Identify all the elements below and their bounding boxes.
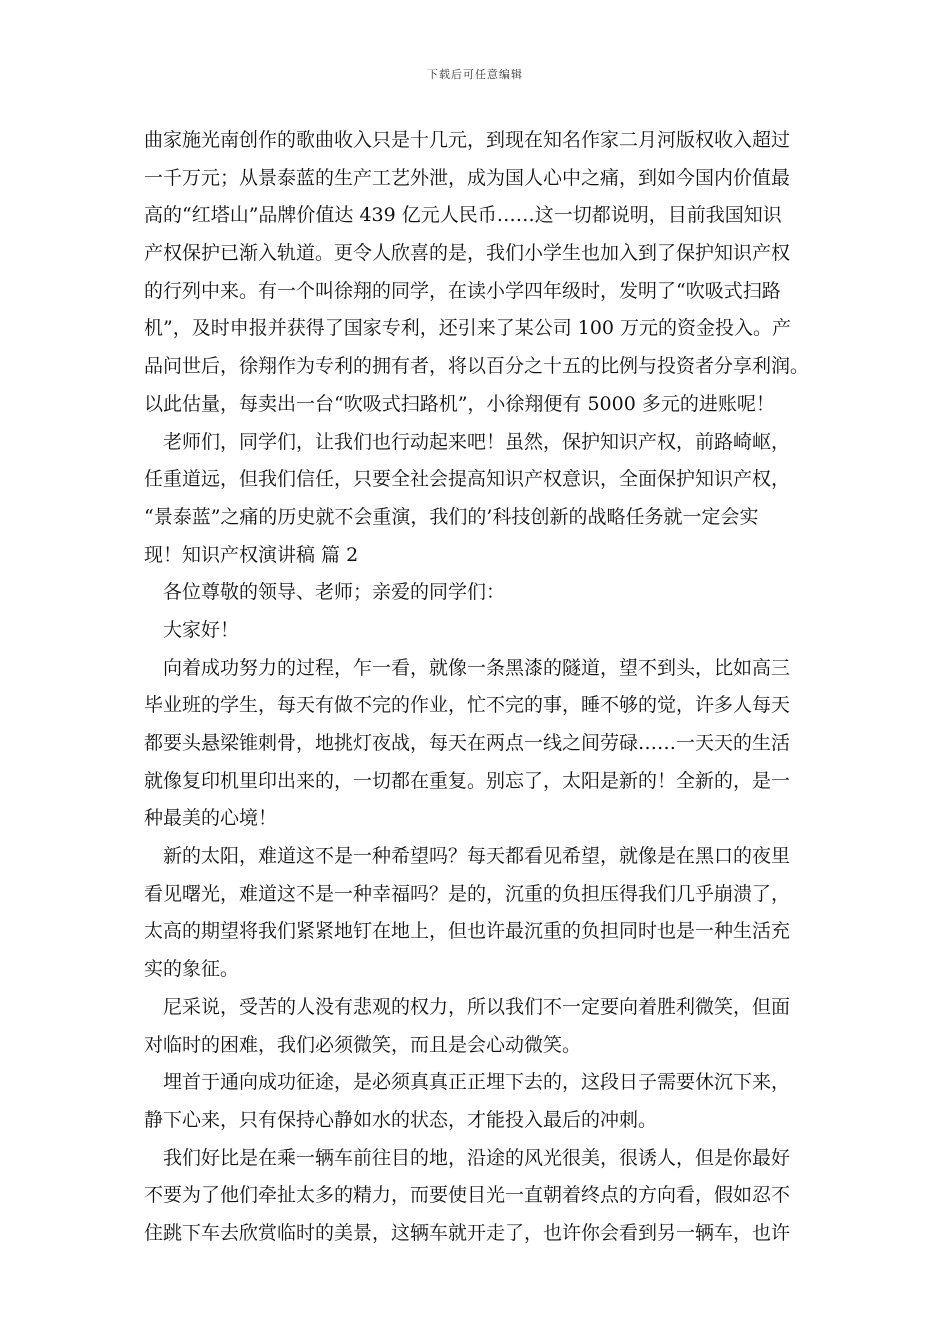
text-line: 一千万元；从景泰蓝的生产工艺外泄，成为国人心中之痛，到如今国内价值最	[144, 166, 791, 189]
text-line: 各位尊敬的领导、老师；亲爱的同学们：	[144, 581, 506, 604]
text-line: 产权保护已渐入轨道。更令人欣喜的是，我们小学生也加入到了保护知识产权	[144, 242, 791, 265]
text-line: 任重道远，但我们信任，只要全社会提高知识产权意识，全面保护知识产权，	[144, 468, 791, 491]
text-line: 就像复印机里印出来的，一切都在重复。别忘了，太阳是新的！全新的，是一	[144, 769, 791, 792]
text-line: 新的太阳，难道这不是一种希望吗？每天都看见希望，就像是在黑口的夜里	[144, 845, 791, 868]
text-line: 种最美的心境！	[144, 807, 278, 830]
text-line: 都要头悬梁锥刺骨，地挑灯夜战，每天在两点一线之间劳碌……一天天的生活	[144, 732, 791, 754]
text-line: 品问世后，徐翔作为专利的拥有者，将以百分之十五的比例与投资者分享利润。	[144, 355, 810, 378]
text-line: 埋首于通向成功征途，是必须真真正正埋下去的，这段日子需要休沉下来，	[144, 1071, 791, 1094]
text-line: 向着成功努力的过程，乍一看，就像一条黑漆的隧道，望不到头，比如高三	[144, 656, 791, 679]
text-line: 的行列中来。有一个叫徐翔的同学，在读小学四年级时，发明了“吹吸式扫路	[144, 279, 781, 302]
text-line: 毕业班的学生，每天有做不完的作业，忙不完的事，睡不够的觉，许多人每天	[144, 694, 791, 717]
text-line: 静下心来，只有保持心静如水的状态，才能投入最后的冲刺。	[144, 1108, 658, 1131]
text-line: 尼采说，受苦的人没有悲观的权力，所以我们不一定要向着胜利微笑，但面	[144, 995, 791, 1018]
document-body	[144, 122, 834, 1253]
text-line: 曲家施光南创作的歌曲收入只是十几元，到现在知名作家二月河版权收入超过	[144, 129, 791, 151]
text-line: 机”，及时申报并获得了国家专利，还引来了某公司 100 万元的资金投入。产	[144, 317, 792, 340]
text-line: 以此估量，每卖出一台“吹吸式扫路机”，小徐翔便有 5000 多元的进账呢！	[144, 392, 775, 415]
text-line: 对临时的困难，我们必须微笑，而且是会心动微笑。	[144, 1033, 582, 1056]
page-header-note: 下载后可任意编辑	[427, 68, 523, 81]
text-line: 太高的期望将我们紧紧地钉在地上，但也许最沉重的负担同时也是一种生活充	[144, 920, 791, 943]
text-line: 我们好比是在乘一辆车前往目的地，沿途的风光很美，很诱人，但是你最好	[144, 1146, 791, 1169]
text-line: 实的象征。	[144, 958, 240, 981]
text-line: 大家好！	[144, 618, 240, 641]
text-line: 老师们，同学们，让我们也行动起来吧！虽然，保护知识产权，前路崎岖，	[144, 430, 791, 453]
text-line: 住跳下车去欣赏临时的美景，这辆车就开走了，也许你会看到另一辆车，也许	[144, 1221, 791, 1244]
text-line: “景泰蓝”之痛的历史就不会重演，我们的’科技创新的战略任务就一定会实	[144, 505, 759, 528]
text-line: 高的“红塔山”品牌价值达 439 亿元人民币……这一切都说明，目前我国知识	[144, 204, 782, 227]
text-line: 看见曙光，难道这不是一种幸福吗？是的，沉重的负担压得我们几乎崩溃了，	[144, 882, 791, 905]
text-line: 现！知识产权演讲稿 篇 2	[144, 543, 359, 566]
text-line: 不要为了他们牵扯太多的精力，而要使目光一直朝着终点的方向看，假如忍不	[144, 1184, 791, 1207]
